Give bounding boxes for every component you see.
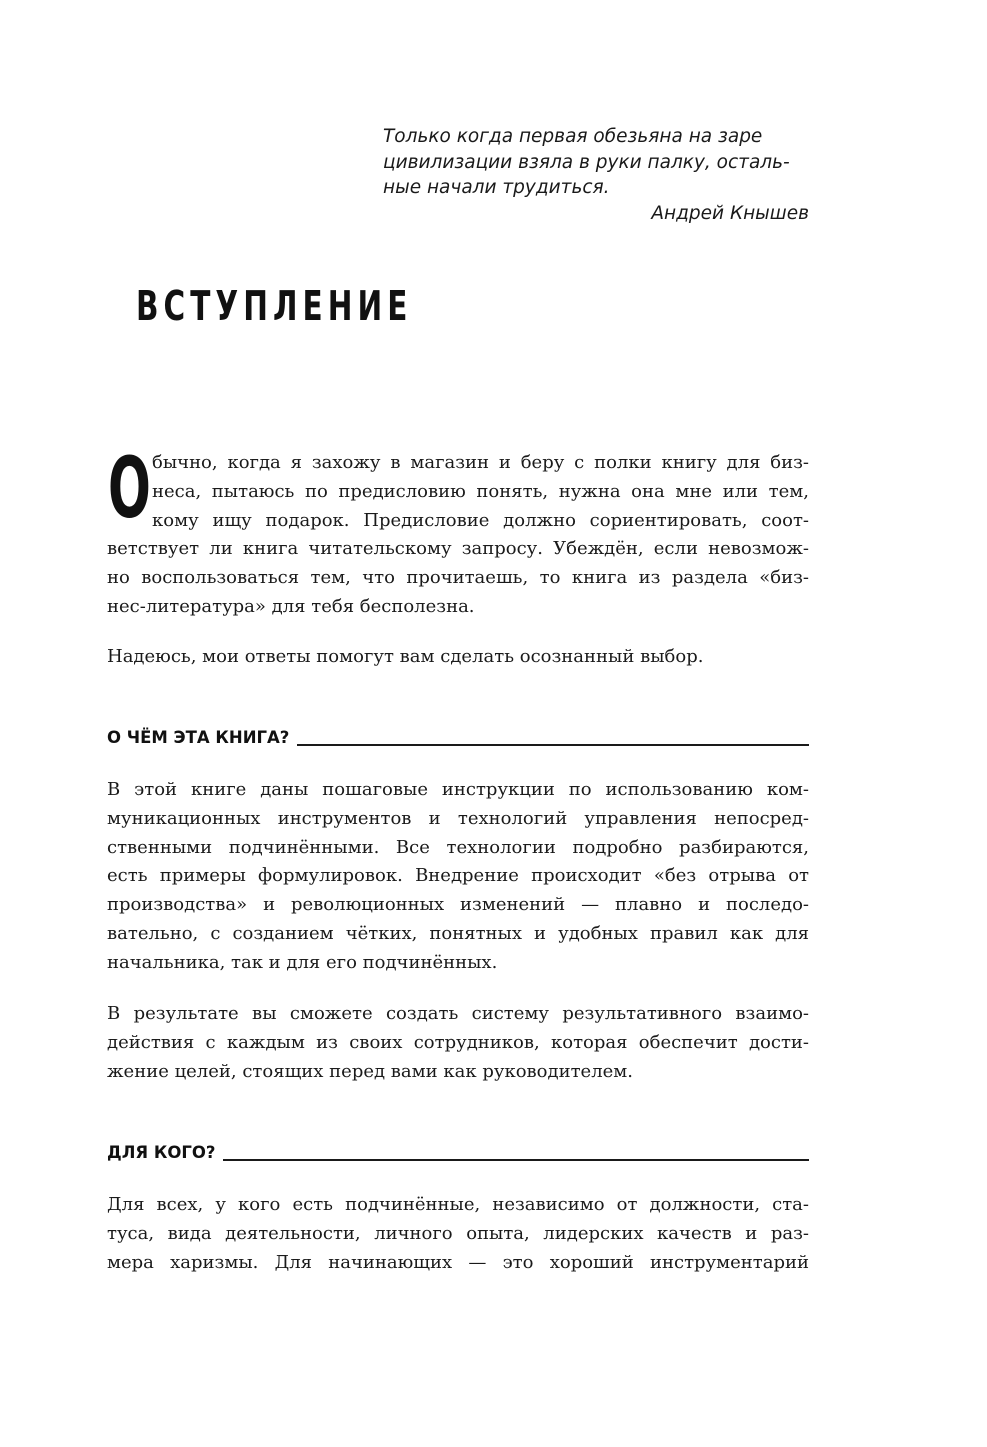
section-paragraph xyxy=(107,776,809,978)
paragraph-line: но воспользоваться тем, что прочитаешь, то книга из раздела «биз- xyxy=(107,567,809,589)
paragraph-line: жение целей, стоящих перед вами как руководителем. xyxy=(107,1060,634,1082)
paragraph-line: Для всех, у кого есть подчинённые, независимо от должности, ста- xyxy=(107,1194,809,1215)
paragraph-line: нес-литература» для тебя бесполезна. xyxy=(107,595,475,617)
paragraph-line: есть примеры формулировок. Внедрение происходит «без отрыва от xyxy=(107,865,809,887)
section-paragraph xyxy=(107,1000,809,1086)
paragraph-line: ственными подчинёнными. Все технологии подробно разбираются, xyxy=(107,836,809,858)
epigraph xyxy=(383,124,809,226)
paragraph-line: ветствует ли книга читательскому запросу. Убеждён, если невозмож- xyxy=(107,538,809,560)
chapter-title: ВСТУПЛЕНИЕ xyxy=(136,282,413,330)
paragraph-line: бычно, когда я захожу в магазин и беру с полки книгу для биз- xyxy=(152,452,809,473)
epigraph-line: Только когда первая обезьяна на заре xyxy=(383,126,763,147)
paragraph-line: муникационных инструментов и технологий управления непосред- xyxy=(107,807,809,829)
paragraph-line: производства» и революционных изменений — плавно и последо- xyxy=(107,894,809,916)
paragraph-line: мера харизмы. Для начинающих — это хороший инструментарий xyxy=(107,1251,809,1273)
paragraph-line: начальника, так и для его подчинённых. xyxy=(107,951,498,973)
section-heading-label: О ЧЁМ ЭТА КНИГА? xyxy=(107,728,290,747)
intro-paragraph xyxy=(107,439,809,622)
paragraph-line: В результате вы сможете создать систему результативного взаимо- xyxy=(107,1003,809,1024)
paragraph-line: кому ищу подарок. Предисловие должно сориентировать, соот- xyxy=(152,509,809,531)
section-heading-audience xyxy=(107,1139,809,1163)
heading-rule xyxy=(223,1159,809,1161)
paragraph-line: действия с каждым из своих сотрудников, которая обеспечит дости- xyxy=(107,1031,809,1053)
epigraph-author: Андрей Кнышев xyxy=(651,202,809,224)
section-heading-label: ДЛЯ КОГО? xyxy=(107,1143,216,1162)
epigraph-line: цивилизации взяла в руки палку, осталь- xyxy=(383,151,790,173)
paragraph-line: туса, вида деятельности, личного опыта, лидерских качеств и раз- xyxy=(107,1222,809,1244)
paragraph-line: Надеюсь, мои ответы помогут вам сделать осознанный выбор. xyxy=(107,646,704,667)
section-paragraph xyxy=(107,1191,809,1277)
epigraph-line: ные начали трудиться. xyxy=(383,177,610,198)
section-heading-about-book xyxy=(107,724,809,748)
paragraph-line: вательно, с созданием чётких, понятных и удобных правил как для xyxy=(107,922,809,944)
intro-closing-paragraph xyxy=(107,643,809,672)
heading-rule xyxy=(297,744,809,746)
drop-cap: О xyxy=(108,439,151,537)
paragraph-line: неса, пытаюсь по предисловию понять, нужна она мне или тем, xyxy=(152,480,809,502)
paragraph-line: В этой книге даны пошаговые инструкции по использованию ком- xyxy=(107,779,809,800)
